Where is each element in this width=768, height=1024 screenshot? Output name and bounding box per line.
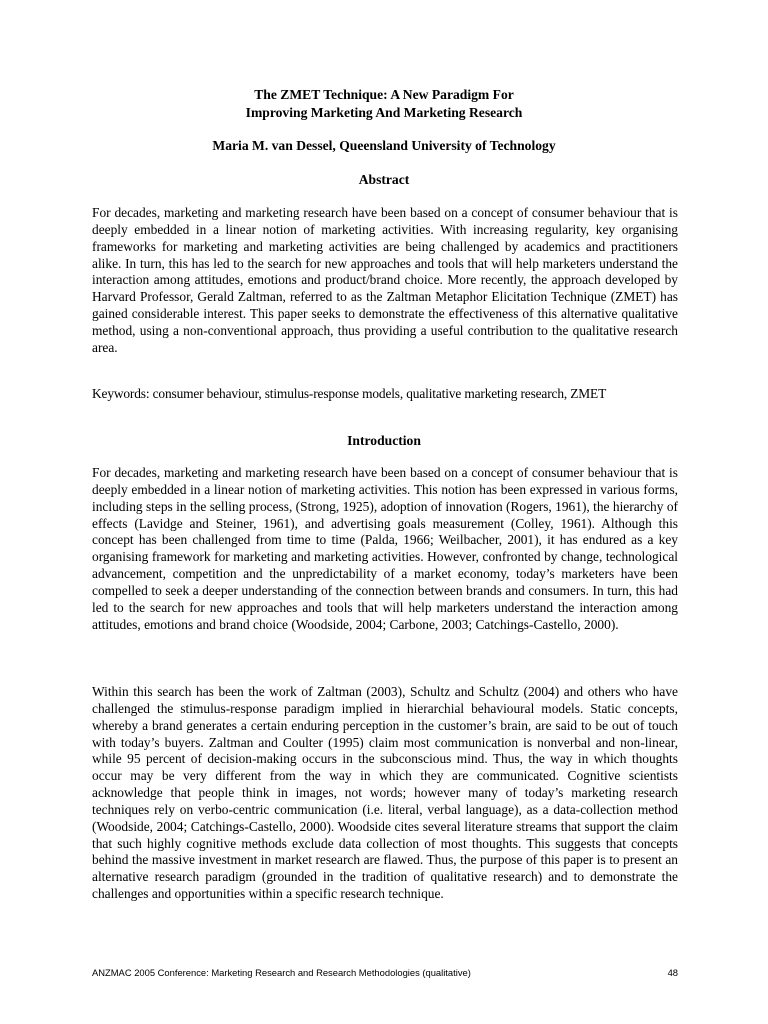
introduction-paragraph-1: For decades, marketing and marketing research have been based on a concept of consumer behaviour that is deeply embedded in a linear notion of marketing activities. This notion has been expressed in various forms, including steps in the selling process, (Strong, 1925), adoption of innovation (Rogers, 1961), the hierarchy of effects (Lavidge and Steiner, 1961), and advertising goals measurement (Colley, 1961). Although this concept has been challenged from time to time (Palda, 1966; Weilbacher, 2001), it has endured as a key organising framework for marketing and marketing activities. However, confronted by change, technological advancement, competition and the unpredictability of a market economy, today’s marketers have been compelled to seek a deeper understanding of the connection between brands and consumers. In turn, this had led to the search for new approaches and tools that will help marketers understand the interaction among attitudes, emotions and brand choice (Woodside, 2004; Carbone, 2003; Catchings-Castello, 2000). bbox=[92, 465, 678, 632]
abstract-heading: Abstract bbox=[358, 172, 410, 187]
introduction-paragraph-2: Within this search has been the work of Zaltman (2003), Schultz and Schultz (2004) and others who have challenged the stimulus-response paradigm implied in hierarchial behavioural models. Static concepts, whereby a brand generates a certain enduring perception in the customer’s brain, are said to be out of touch with today’s buyers. Zaltman and Coulter (1995) claim most communication is nonverbal and non-linear, while 95 percent of decision-making occurs in the subconscious mind. Thus, the way in which thoughts occur may be very different from the way in which they are communicated. Cognitive scientists acknowledge that people think in images, not words; however many of today’s marketing research techniques rely on verbo-centric communication (i.e. literal, verbal language), as a data-collection method (Woodside, 2004; Catchings-Castello, 2000). Woodside cites several literature streams that support the claim that such highly cognitive methods exclude data collection of most thoughts. This suggests that concepts behind the massive investment in market research are flawed. Thus, the purpose of this paper is to present an alternative research paradigm (grounded in the tradition of qualitative research) and to demonstrate the challenges and opportunities within a specific research technique. bbox=[92, 684, 678, 902]
abstract-text: For decades, marketing and marketing research have been based on a concept of consumer behaviour that is deeply embedded in a linear notion of marketing activities. With increasing regularity, key organising frameworks for marketing and marketing activities are being challenged by academics and practitioners alike. In turn, this has led to the search for new approaches and tools that will help marketers understand the interaction among attitudes, emotions and product/brand choice. More recently, the approach developed by Harvard Professor, Gerald Zaltman, referred to as the Zaltman Metaphor Elicitation Technique (ZMET) has gained considerable interest. This paper seeks to demonstrate the effectiveness of this alternative qualitative method, using a non-conventional approach, thus providing a useful contribution to the qualitative research area. bbox=[92, 205, 678, 355]
author-affiliation: Maria M. van Dessel, Queensland University of Technology bbox=[212, 138, 556, 153]
introduction-heading: Introduction bbox=[347, 433, 421, 448]
paper-title-line-2: Improving Marketing And Marketing Research bbox=[245, 104, 523, 120]
paper-title-line-1: The ZMET Technique: A New Paradigm For bbox=[254, 87, 514, 102]
keywords-line bbox=[92, 385, 692, 402]
footer-page-number: 48 bbox=[667, 967, 678, 978]
paper-title bbox=[0, 86, 768, 121]
footer-conference: ANZMAC 2005 Conference: Marketing Research and Research Methodologies (qualitative) bbox=[92, 967, 471, 978]
keywords-text: consumer behaviour, stimulus-response models, qualitative marketing research, ZMET bbox=[152, 386, 607, 401]
keywords-label: Keywords: bbox=[92, 386, 150, 401]
